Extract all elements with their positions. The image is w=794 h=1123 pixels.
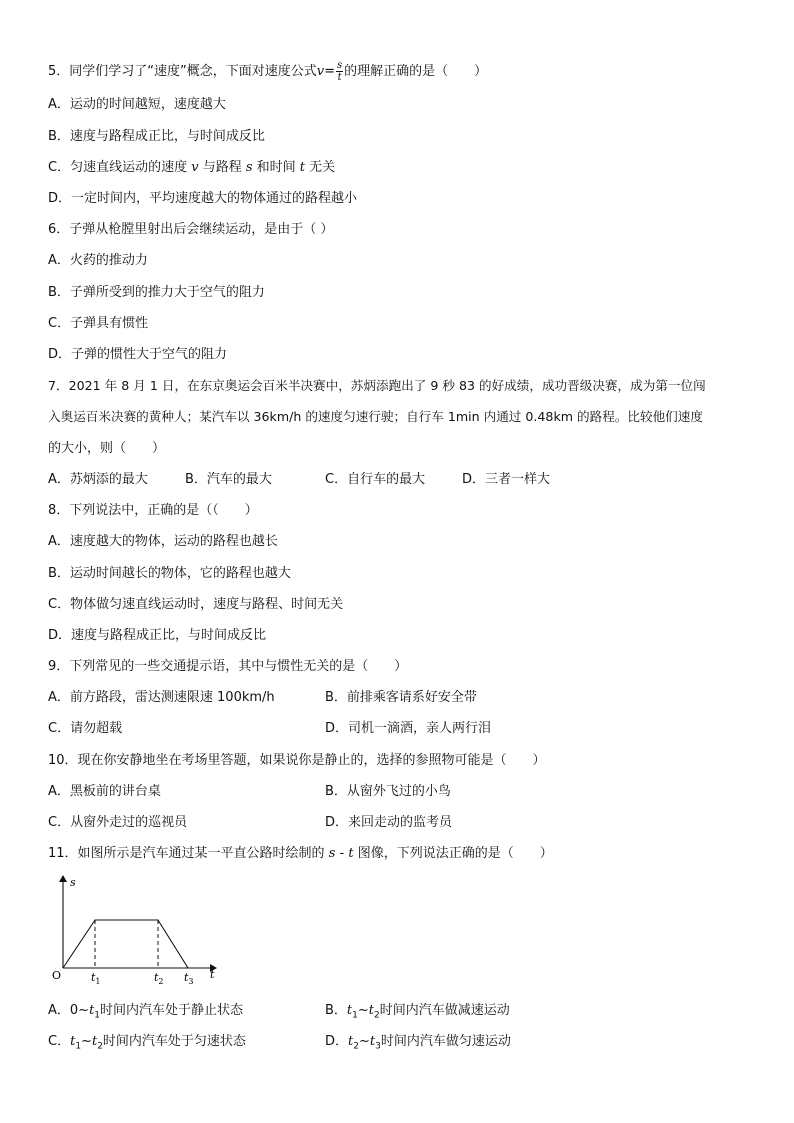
t3-label: $t_3$ — [184, 971, 194, 986]
q5-stem — [48, 60, 487, 83]
t1-label: $t_1$ — [91, 971, 101, 986]
q11-option-d — [325, 1033, 511, 1056]
var-v: v — [191, 160, 199, 175]
q10-option-b: B．从窗外飞过的小鸟 — [325, 784, 451, 799]
var-t: t — [348, 1034, 354, 1049]
q11-d-text: 时间内汽车做匀速运动 — [380, 1034, 511, 1049]
formula-v: v — [316, 64, 325, 79]
q7-option-a: A．苏炳添的最大 — [48, 472, 148, 487]
var-t: t — [89, 1003, 95, 1018]
formula-denominator: t — [337, 72, 342, 83]
x-axis-label: t — [210, 968, 215, 981]
tilde: ~ — [358, 1034, 370, 1049]
q11-c-text: C． — [48, 1034, 71, 1049]
q11-stem-dash: - — [335, 846, 349, 861]
subscript: 2 — [353, 1041, 359, 1052]
q11-a-text: 时间内汽车处于静止状态 — [100, 1003, 244, 1018]
q11-stem-tail: 图像，下列说法正确的是（ ） — [353, 846, 553, 861]
q9-option-b: B．前排乘客请系好安全带 — [325, 690, 477, 705]
q10-option-d: D．来回走动的监考员 — [325, 815, 453, 830]
q9-option-d: D．司机一滴酒，亲人两行泪 — [325, 721, 492, 736]
q9-option-c: C．请勿超载 — [48, 721, 123, 736]
q11-option-a — [48, 1002, 243, 1025]
q7-option-d: D．三者一样大 — [462, 472, 551, 487]
q5-option-d: D．一定时间内，平均速度越大的物体通过的路程越小 — [48, 191, 358, 206]
subscript: 3 — [375, 1041, 381, 1052]
y-axis-label: s — [70, 876, 76, 889]
s-t-graph — [50, 872, 230, 987]
var-s: s — [328, 846, 336, 861]
subscript: 2 — [97, 1041, 103, 1052]
var-t: t — [299, 160, 306, 175]
q8-option-a: A．速度越大的物体，运动的路程也越长 — [48, 534, 278, 549]
q11-stem-text: 11．如图所示是汽车通过某一平直公路时绘制的 — [48, 846, 329, 861]
q8-stem: 8．下列说法中，正确的是（（ ） — [48, 503, 258, 518]
q11-b-text: B． — [325, 1003, 347, 1018]
q11-stem — [48, 845, 553, 863]
q10-option-a: A．黑板前的讲台桌 — [48, 784, 161, 799]
q7-stem-line2: 入奥运百米决赛的黄种人；某汽车以 36km/h 的速度匀速行驶；自行车 1min 内通过 0.48km 的路程。比较他们速度 — [48, 409, 703, 424]
q11-option-c — [48, 1033, 246, 1056]
q11-b-text: 时间内汽车做减速运动 — [379, 1003, 510, 1018]
q7-option-b: B．汽车的最大 — [185, 472, 272, 487]
subscript: 2 — [374, 1010, 380, 1021]
formula-fraction — [336, 60, 343, 83]
q8-option-b: B．运动时间越长的物体，它的路程也越大 — [48, 566, 291, 581]
subscript: 1 — [352, 1010, 358, 1021]
origin-label: O — [52, 969, 62, 982]
var-t: t — [346, 1003, 353, 1018]
q5-option-c — [48, 159, 335, 177]
q6-option-c: C．子弹具有惯性 — [48, 316, 149, 331]
q8-option-d: D．速度与路程成正比，与时间成反比 — [48, 628, 267, 643]
q11-d-text: D． — [325, 1034, 349, 1049]
q5-c-text: 和时间 — [252, 160, 300, 175]
tilde: ~ — [81, 1034, 92, 1049]
q5-option-b: B．速度与路程成正比，与时间成反比 — [48, 129, 265, 144]
subscript: 1 — [94, 1010, 101, 1021]
formula-equals: = — [324, 64, 336, 79]
q7-stem-line3: 的大小，则（ ） — [48, 441, 166, 456]
t2-label: $t_2$ — [154, 971, 164, 986]
var-t: t — [70, 1034, 76, 1049]
q5-c-text: 与路程 — [198, 160, 246, 175]
q5-c-text: 无关 — [305, 160, 336, 175]
q5-c-text: C．匀速直线运动的速度 — [48, 160, 192, 175]
q7-stem-line1: 7．2021 年 8 月 1 日，在东京奥运会百米半决赛中，苏炳添跑出了 9 秒 83 的好成绩，成功晋级决赛，成为第一位闯 — [48, 378, 706, 393]
q10-stem: 10．现在你安静地坐在考场里答题，如果说你是静止的，选择的参照物可能是（ ） — [48, 753, 546, 768]
subscript: 1 — [75, 1041, 82, 1052]
formula-numerator: s — [337, 60, 343, 71]
q6-option-d: D．子弹的惯性大于空气的阻力 — [48, 347, 228, 362]
var-t: t — [348, 846, 354, 861]
q9-option-a: A．前方路段，雷达测速限速 100km/h — [48, 690, 275, 705]
q11-option-b — [325, 1002, 510, 1025]
q6-stem: 6．子弹从枪膛里射出后会继续运动，是由于（ ） — [48, 222, 334, 237]
q5-stem-tail: 的理解正确的是（ ） — [344, 64, 488, 79]
q8-option-c: C．物体做匀速直线运动时，速度与路程、时间无关 — [48, 597, 344, 612]
q11-a-text: A．0~ — [48, 1003, 90, 1018]
q10-option-c: C．从窗外走过的巡视员 — [48, 815, 188, 830]
q6-option-a: A．火药的推动力 — [48, 253, 148, 268]
q5-option-a: A．运动的时间越短，速度越大 — [48, 97, 226, 112]
q7-option-c: C．自行车的最大 — [325, 472, 426, 487]
var-t: t — [369, 1034, 376, 1049]
s-t-curve — [63, 920, 188, 968]
q5-stem-text: 5．同学们学习了“速度”概念，下面对速度公式 — [48, 64, 317, 79]
var-t: t — [91, 1034, 98, 1049]
tilde: ~ — [357, 1003, 369, 1018]
q11-c-text: 时间内汽车处于匀速状态 — [102, 1034, 246, 1049]
var-t: t — [368, 1003, 375, 1018]
q9-stem: 9．下列常见的一些交通提示语，其中与惯性无关的是（ ） — [48, 659, 408, 674]
var-s: s — [245, 160, 253, 175]
q6-option-b: B．子弹所受到的推力大于空气的阻力 — [48, 285, 265, 300]
